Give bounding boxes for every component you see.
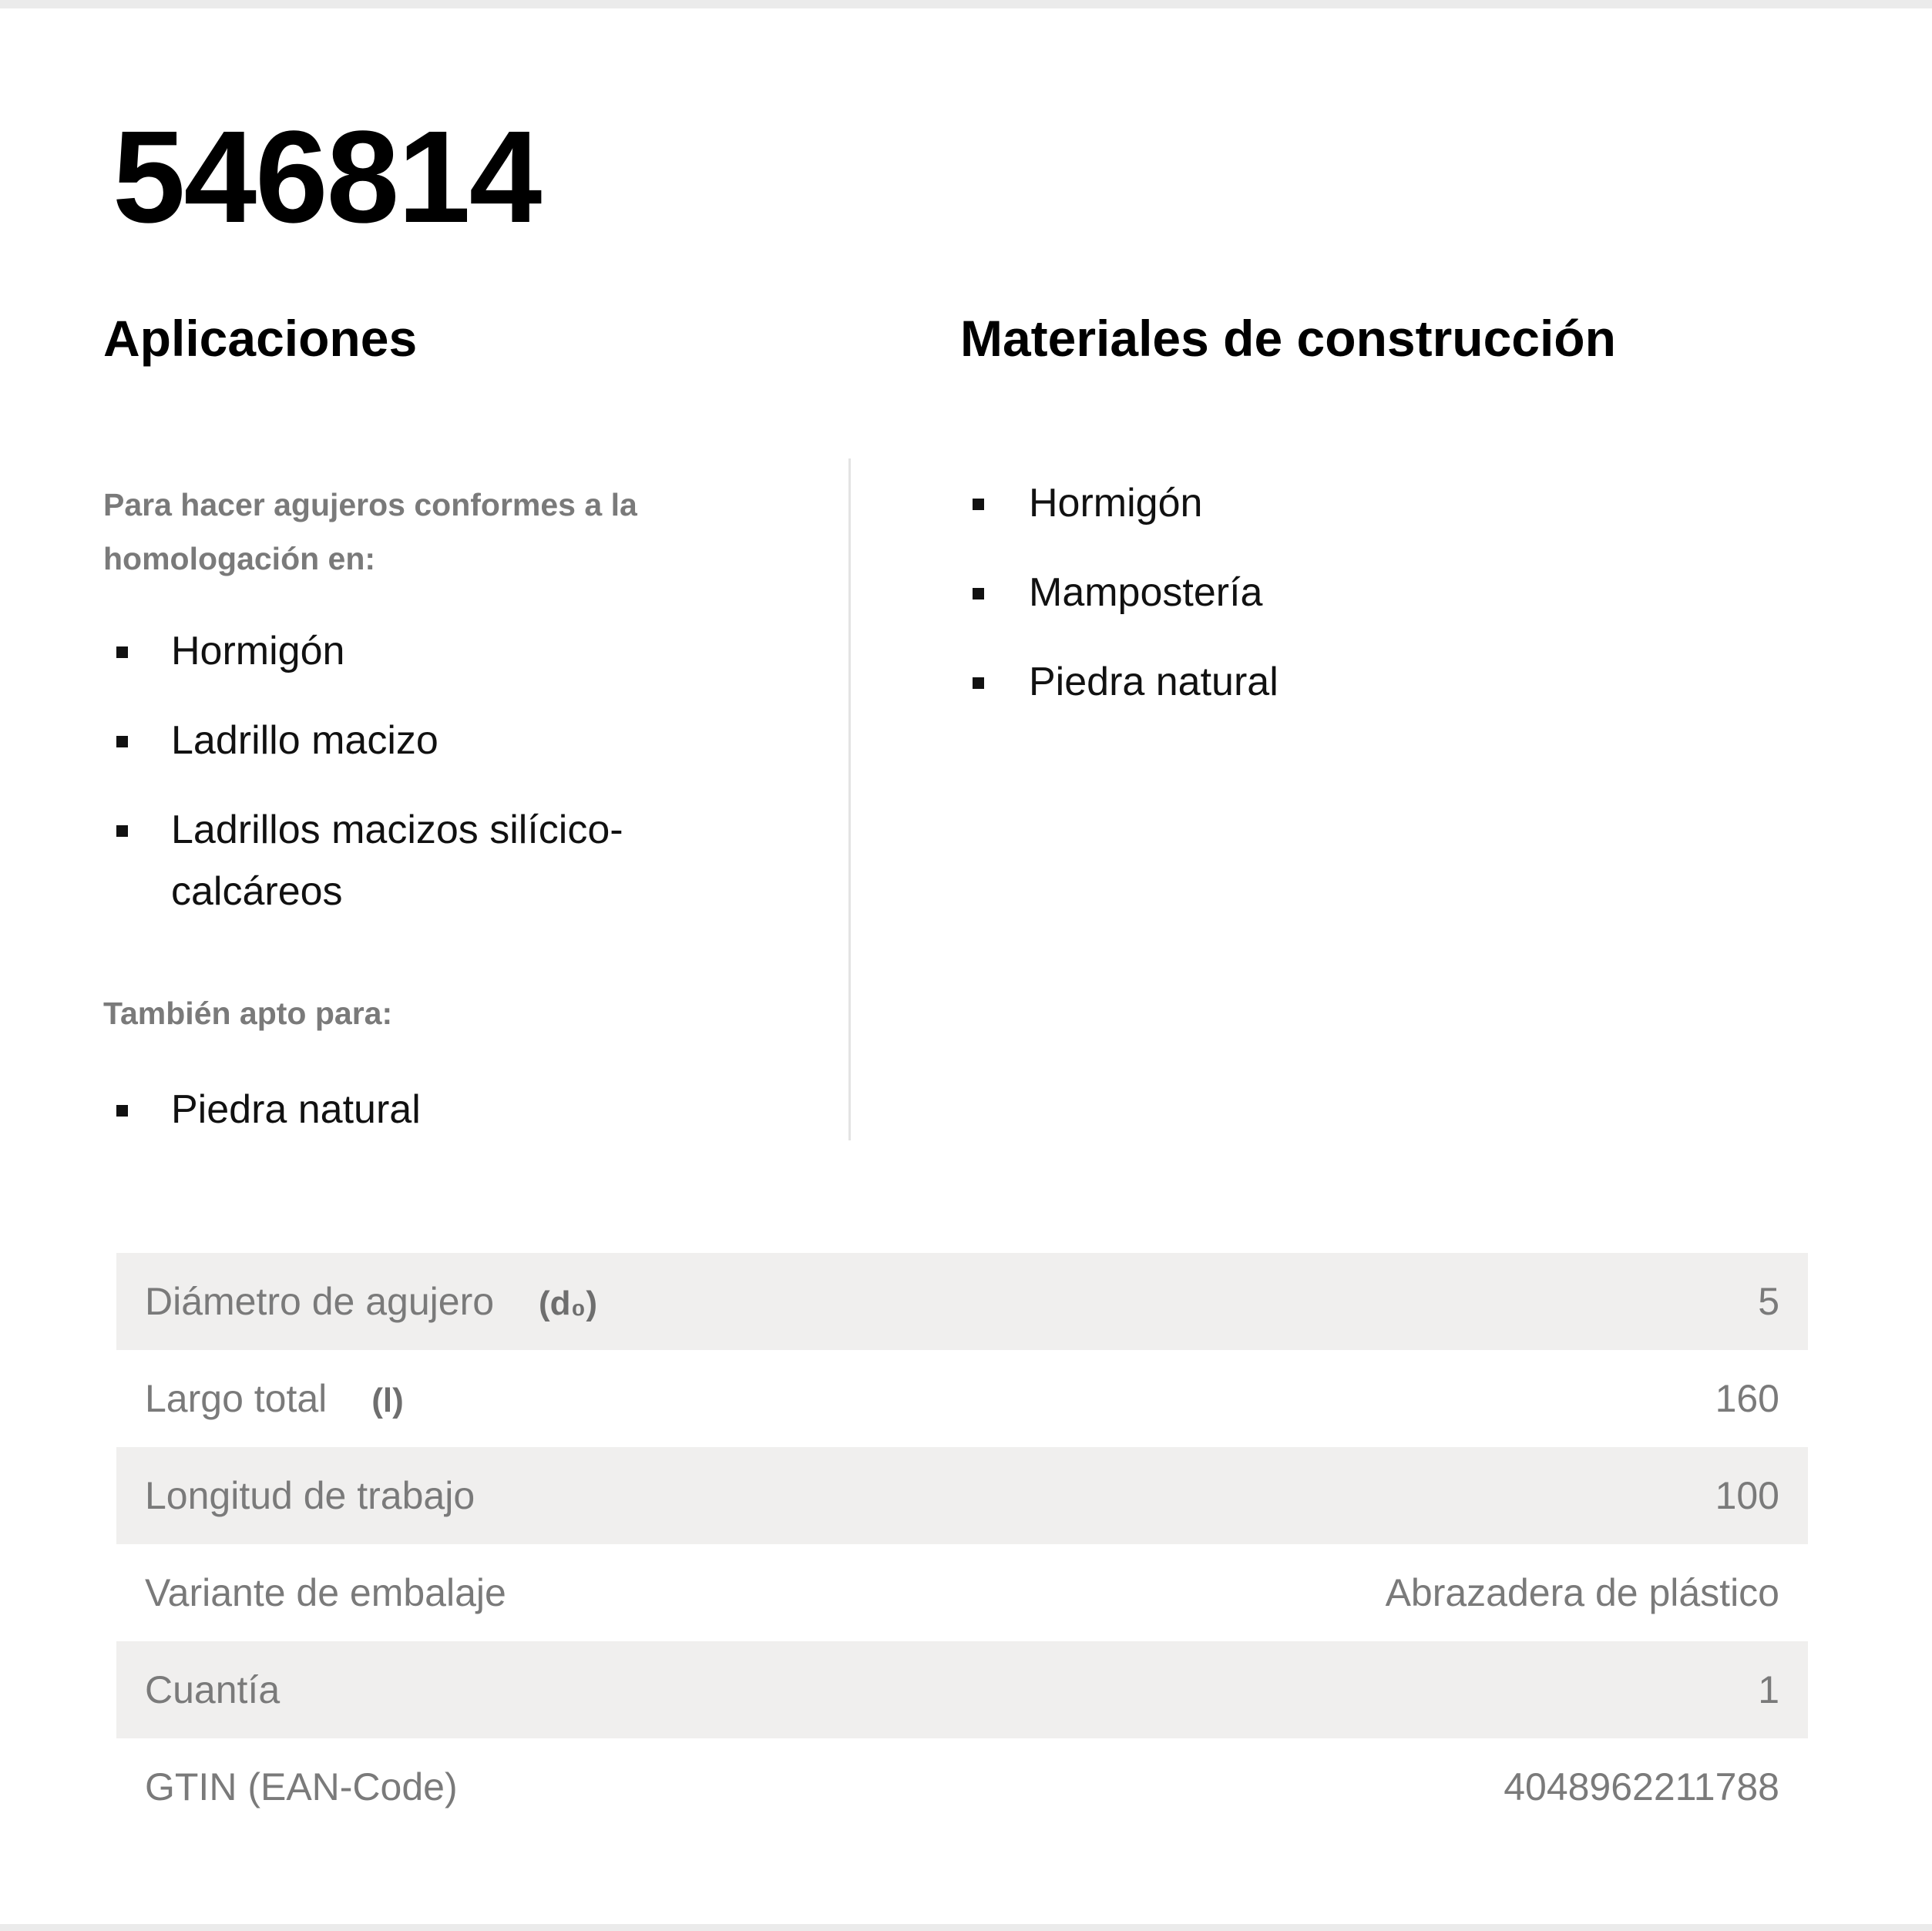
spec-symbol: (l) [371,1382,404,1419]
list-item [116,799,702,922]
table-row [116,1544,1808,1641]
spec-value: 1 [1758,1668,1779,1711]
bullet-icon [116,646,128,658]
list-item-text: Piedra natural [1029,660,1278,704]
applications-intro: Para hacer agujeros conformes a la homologación en: [103,487,637,576]
spec-label-group [145,1765,458,1809]
spec-value: Abrazadera de plástico [1385,1571,1779,1614]
spec-label-group [145,1570,506,1615]
list-item-text: Hormigón [1029,481,1203,526]
top-border [0,0,1932,8]
spec-value: 160 [1715,1377,1779,1420]
table-row [116,1253,1808,1350]
spec-symbol: (d₀) [539,1285,598,1322]
list-item-text: Ladrillos macizos silícico-calcáreos [171,808,623,914]
bullet-icon [116,825,128,837]
list-item-text: Piedra natural [171,1087,421,1132]
specifications-table [116,1253,1808,1835]
list-item [973,562,1743,623]
list-item-text: Mampostería [1029,570,1263,615]
spec-label: Diámetro de agujero [145,1280,495,1323]
bullet-icon [116,736,128,747]
article-number: 546814 [113,104,541,250]
spec-label: Variante de embalaje [145,1571,506,1614]
table-row [116,1350,1808,1447]
list-item-text: Ladrillo macizo [171,718,438,763]
bullet-icon [973,677,984,689]
applications-list [116,620,702,950]
spec-label-group [145,1279,597,1324]
list-item [973,472,1743,534]
spec-label: GTIN (EAN-Code) [145,1765,458,1808]
list-item [116,1079,702,1140]
spec-label-group [145,1473,475,1518]
also-suitable-list [116,1079,702,1168]
list-item-text: Hormigón [171,629,345,673]
table-row [116,1447,1808,1544]
spec-label: Longitud de trabajo [145,1474,475,1517]
bullet-icon [973,588,984,599]
bottom-border [0,1924,1932,1931]
column-divider [848,458,851,1140]
spec-value: 100 [1715,1474,1779,1517]
list-item [116,710,702,771]
spec-label-group [145,1667,280,1712]
list-item [116,620,702,682]
list-item [973,651,1743,713]
bullet-icon [973,499,984,510]
applications-heading: Aplicaciones [103,310,418,367]
materials-heading: Materiales de construcción [960,310,1616,367]
spec-value: 5 [1758,1280,1779,1323]
spec-label: Largo total [145,1377,328,1420]
spec-value: 4048962211788 [1504,1765,1779,1808]
materials-list [973,472,1743,740]
bullet-icon [116,1105,128,1117]
also-suitable-label: También apto para: [103,996,393,1031]
spec-label-group [145,1376,404,1421]
table-row [116,1641,1808,1738]
spec-label: Cuantía [145,1668,281,1711]
table-row [116,1738,1808,1835]
